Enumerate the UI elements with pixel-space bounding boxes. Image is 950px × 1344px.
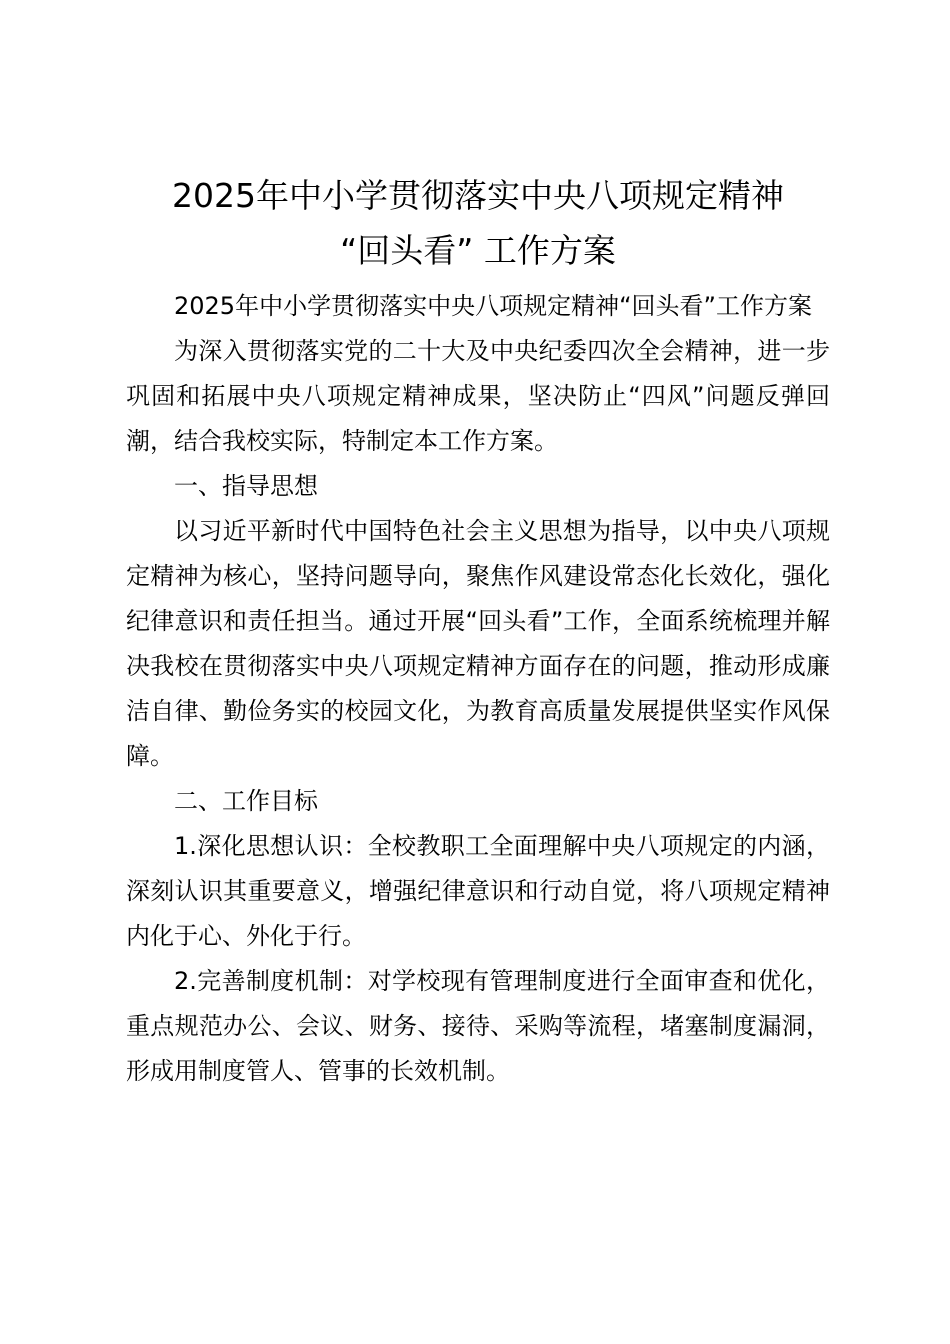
guiding-ideology-paragraph: 以习近平新时代中国特色社会主义思想为指导，以中央八项规定精神为核心，坚持问题导向，聚焦作风建设常态化长效化，强化纪律意识和责任担当。通过开展“回头看”工作，全面系统梳理并解决我校在贯彻落实中央八项规定精神方面存在的问题，推动形成廉洁自律、勤俭务实的校园文化，为教育高质量发展提供坚实作风保障。 [126,517,830,770]
section-heading-guiding-ideology: 一、指导思想 [174,472,318,500]
subtitle-paragraph: 2025年中小学贯彻落实中央八项规定精神“回头看”工作方案 [174,292,812,320]
document-title [126,168,830,278]
goal-item-1: 1.深化思想认识：全校教职工全面理解中央八项规定的内涵，深刻认识其重要意义，增强纪律意识和行动自觉，将八项规定精神内化于心、外化于行。 [126,832,830,950]
section-heading-work-goals: 二、工作目标 [174,787,318,815]
intro-paragraph: 为深入贯彻落实党的二十大及中央纪委四次全会精神，进一步巩固和拓展中央八项规定精神成果，坚决防止“四风”问题反弹回潮，结合我校实际，特制定本工作方案。 [126,337,830,455]
title-line-1: 2025年中小学贯彻落实中央八项规定精神 [172,176,784,215]
document-page [126,168,830,1094]
goal-item-2: 2.完善制度机制：对学校现有管理制度进行全面审查和优化，重点规范办公、会议、财务、接待、采购等流程，堵塞制度漏洞，形成用制度管人、管事的长效机制。 [126,967,830,1085]
title-line-2: “回头看” 工作方案 [340,231,616,270]
